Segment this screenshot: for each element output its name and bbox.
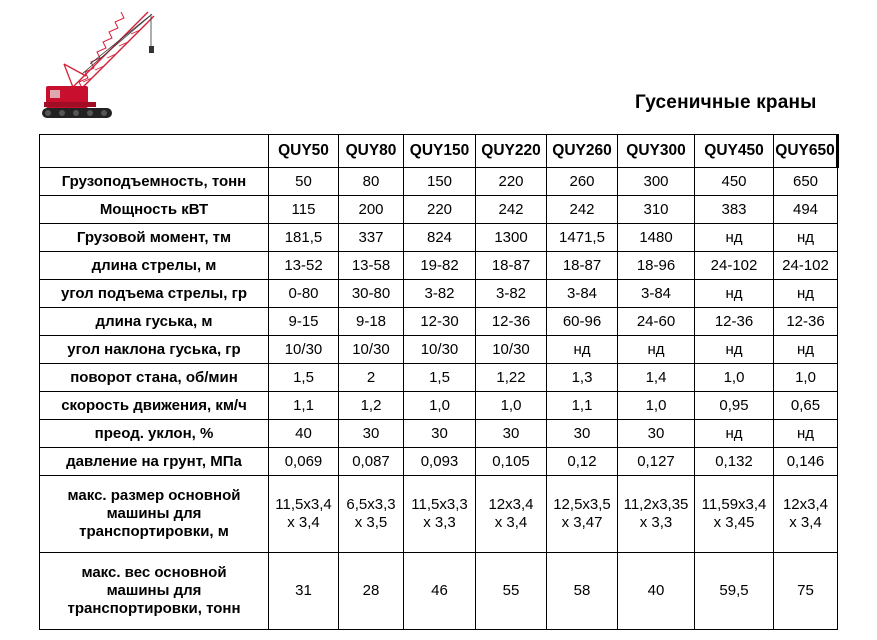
value-line: х 3,3 <box>639 514 673 531</box>
table-row <box>40 392 838 420</box>
value-line: 12х3,4 <box>782 496 829 513</box>
table-row <box>40 336 838 364</box>
value-cell: 3-84 <box>618 280 695 308</box>
value-line: 12х3,4 <box>488 496 534 513</box>
model-header-quy450: QUY450 <box>695 135 774 168</box>
value-cell <box>774 553 838 630</box>
value-cell: 12-36 <box>774 308 838 336</box>
value-cell: 3-82 <box>404 280 476 308</box>
param-label-line: макс. вес основной <box>81 564 227 581</box>
param-label <box>40 476 269 553</box>
table-row <box>40 420 838 448</box>
value-cell <box>695 553 774 630</box>
model-header-quy50: QUY50 <box>269 135 339 168</box>
value-cell: 0,069 <box>269 448 339 476</box>
value-cell: 30 <box>618 420 695 448</box>
value-cell: нд <box>774 224 838 252</box>
value-cell: нд <box>695 224 774 252</box>
param-label: длина стрелы, м <box>40 252 269 280</box>
value-cell: нд <box>695 420 774 448</box>
value-cell: 50 <box>269 168 339 196</box>
value-line: 59,5 <box>719 582 749 599</box>
value-cell <box>339 476 404 553</box>
value-cell: 10/30 <box>269 336 339 364</box>
value-line: 40 <box>647 582 665 599</box>
model-header-quy220: QUY220 <box>476 135 547 168</box>
value-cell: 260 <box>547 168 618 196</box>
value-cell: 3-84 <box>547 280 618 308</box>
value-cell: 0,95 <box>695 392 774 420</box>
table-row <box>40 448 838 476</box>
value-cell: 337 <box>339 224 404 252</box>
value-cell: 24-102 <box>774 252 838 280</box>
value-cell: 300 <box>618 168 695 196</box>
value-cell <box>269 476 339 553</box>
value-line: 55 <box>502 582 520 599</box>
table-row <box>40 364 838 392</box>
value-cell: 1,4 <box>618 364 695 392</box>
model-header-quy150: QUY150 <box>404 135 476 168</box>
value-cell <box>618 476 695 553</box>
value-cell: 24-102 <box>695 252 774 280</box>
value-cell: 0,087 <box>339 448 404 476</box>
value-cell: 0,12 <box>547 448 618 476</box>
value-line: 75 <box>797 582 814 599</box>
param-label-line: транспортировки, м <box>79 523 229 540</box>
value-cell: 220 <box>404 196 476 224</box>
param-label: Грузоподъемность, тонн <box>40 168 269 196</box>
value-cell: 12-36 <box>695 308 774 336</box>
value-line: 11,5х3,3 <box>411 496 468 513</box>
value-cell: 1,0 <box>774 364 838 392</box>
value-cell: 1,0 <box>618 392 695 420</box>
value-cell: 220 <box>476 168 547 196</box>
value-cell <box>476 553 547 630</box>
table-row <box>40 553 838 630</box>
param-label: поворот стана, об/мин <box>40 364 269 392</box>
value-line: х 3,5 <box>354 514 388 531</box>
value-cell: 383 <box>695 196 774 224</box>
value-cell: нд <box>618 336 695 364</box>
model-header-quy300: QUY300 <box>618 135 695 168</box>
value-cell: 242 <box>476 196 547 224</box>
value-cell: 30 <box>339 420 404 448</box>
value-cell: 1,1 <box>269 392 339 420</box>
value-line: х 3,4 <box>494 514 528 531</box>
param-label-line: машины для <box>106 505 202 522</box>
table-row <box>40 308 838 336</box>
value-cell: 10/30 <box>476 336 547 364</box>
value-cell: 0,146 <box>774 448 838 476</box>
value-cell: нд <box>774 336 838 364</box>
value-cell: 200 <box>339 196 404 224</box>
crawler-crane-icon <box>40 4 166 126</box>
value-cell: 150 <box>404 168 476 196</box>
crane-cables <box>82 14 152 74</box>
param-label: длина гуська, м <box>40 308 269 336</box>
value-line: 12,5х3,5 <box>553 496 611 513</box>
model-header-quy260: QUY260 <box>547 135 618 168</box>
value-cell: 1471,5 <box>547 224 618 252</box>
page-title: Гусеничные краны <box>635 92 817 113</box>
table-row <box>40 252 838 280</box>
value-cell <box>269 553 339 630</box>
value-line: х 3,4 <box>287 514 320 531</box>
value-cell: 1,0 <box>695 364 774 392</box>
value-cell: 1,0 <box>404 392 476 420</box>
value-cell: 18-87 <box>476 252 547 280</box>
value-cell <box>404 476 476 553</box>
value-cell <box>476 476 547 553</box>
value-cell: 10/30 <box>404 336 476 364</box>
table-row <box>40 168 838 196</box>
value-line: х 3,3 <box>423 514 456 531</box>
value-cell: 824 <box>404 224 476 252</box>
param-label: угол подъема стрелы, гр <box>40 280 269 308</box>
value-cell: 0-80 <box>269 280 339 308</box>
table-row <box>40 280 838 308</box>
value-cell <box>774 476 838 553</box>
value-cell: 80 <box>339 168 404 196</box>
value-cell: 1300 <box>476 224 547 252</box>
value-cell: 1480 <box>618 224 695 252</box>
value-cell: 310 <box>618 196 695 224</box>
value-line: 11,5х3,4 <box>275 496 332 513</box>
value-line: 46 <box>431 582 448 599</box>
value-cell: нд <box>695 280 774 308</box>
value-cell: 30 <box>547 420 618 448</box>
value-cell: 18-96 <box>618 252 695 280</box>
value-cell: 450 <box>695 168 774 196</box>
value-cell <box>695 476 774 553</box>
value-cell: 13-52 <box>269 252 339 280</box>
value-cell: 13-58 <box>339 252 404 280</box>
value-cell: нд <box>774 420 838 448</box>
param-label <box>40 553 269 630</box>
param-label: Грузовой момент, тм <box>40 224 269 252</box>
value-line: 11,2х3,35 <box>623 496 689 513</box>
model-header-quy650: QUY650 <box>774 135 838 168</box>
value-cell: 9-18 <box>339 308 404 336</box>
value-cell: 12-36 <box>476 308 547 336</box>
value-line: х 3,47 <box>561 514 603 531</box>
param-label: скорость движения, км/ч <box>40 392 269 420</box>
value-cell: 12-30 <box>404 308 476 336</box>
value-cell: 3-82 <box>476 280 547 308</box>
value-cell: 650 <box>774 168 838 196</box>
value-cell: 0,65 <box>774 392 838 420</box>
value-cell: 181,5 <box>269 224 339 252</box>
value-cell: 30 <box>404 420 476 448</box>
param-label: преод. уклон, % <box>40 420 269 448</box>
value-cell <box>339 553 404 630</box>
header-corner-cell <box>40 135 269 168</box>
value-cell: 0,127 <box>618 448 695 476</box>
value-cell: 1,3 <box>547 364 618 392</box>
value-cell: нд <box>547 336 618 364</box>
value-line: 58 <box>573 582 591 599</box>
value-cell: 2 <box>339 364 404 392</box>
value-cell: 242 <box>547 196 618 224</box>
table-row <box>40 196 838 224</box>
specs-table <box>39 134 839 630</box>
value-cell: 60-96 <box>547 308 618 336</box>
value-cell <box>404 553 476 630</box>
value-cell: нд <box>774 280 838 308</box>
param-label: Мощность кВТ <box>40 196 269 224</box>
value-cell <box>618 553 695 630</box>
value-cell: 40 <box>269 420 339 448</box>
table-row <box>40 476 838 553</box>
value-cell: 0,093 <box>404 448 476 476</box>
crane-boom <box>70 12 154 94</box>
value-cell: 24-60 <box>618 308 695 336</box>
value-cell: 494 <box>774 196 838 224</box>
value-cell: 9-15 <box>269 308 339 336</box>
value-cell: нд <box>695 336 774 364</box>
table-row <box>40 224 838 252</box>
model-header-quy80: QUY80 <box>339 135 404 168</box>
value-line: 28 <box>362 582 380 599</box>
value-line: 11,59х3,4 <box>701 496 767 513</box>
value-line: х 3,45 <box>713 514 755 531</box>
param-label-line: макс. размер основной <box>67 487 241 504</box>
value-cell: 115 <box>269 196 339 224</box>
value-cell: 30-80 <box>339 280 404 308</box>
param-label-line: машины для <box>106 582 202 599</box>
param-label-line: транспортировки, тонн <box>67 600 241 617</box>
value-cell: 1,0 <box>476 392 547 420</box>
value-cell: 1,22 <box>476 364 547 392</box>
value-cell: 1,5 <box>404 364 476 392</box>
header-row <box>40 135 838 168</box>
value-cell <box>547 553 618 630</box>
value-cell: 0,132 <box>695 448 774 476</box>
crane-hook <box>149 46 154 53</box>
value-cell: 19-82 <box>404 252 476 280</box>
param-label: угол наклона гуська, гр <box>40 336 269 364</box>
value-line: 6,5х3,3 <box>346 496 396 513</box>
value-cell <box>547 476 618 553</box>
value-cell: 18-87 <box>547 252 618 280</box>
value-cell: 30 <box>476 420 547 448</box>
value-line: 31 <box>295 582 312 599</box>
value-cell: 1,2 <box>339 392 404 420</box>
value-cell: 1,5 <box>269 364 339 392</box>
param-label: давление на грунт, МПа <box>40 448 269 476</box>
value-cell: 0,105 <box>476 448 547 476</box>
value-line: х 3,4 <box>789 514 822 531</box>
value-cell: 10/30 <box>339 336 404 364</box>
value-cell: 1,1 <box>547 392 618 420</box>
